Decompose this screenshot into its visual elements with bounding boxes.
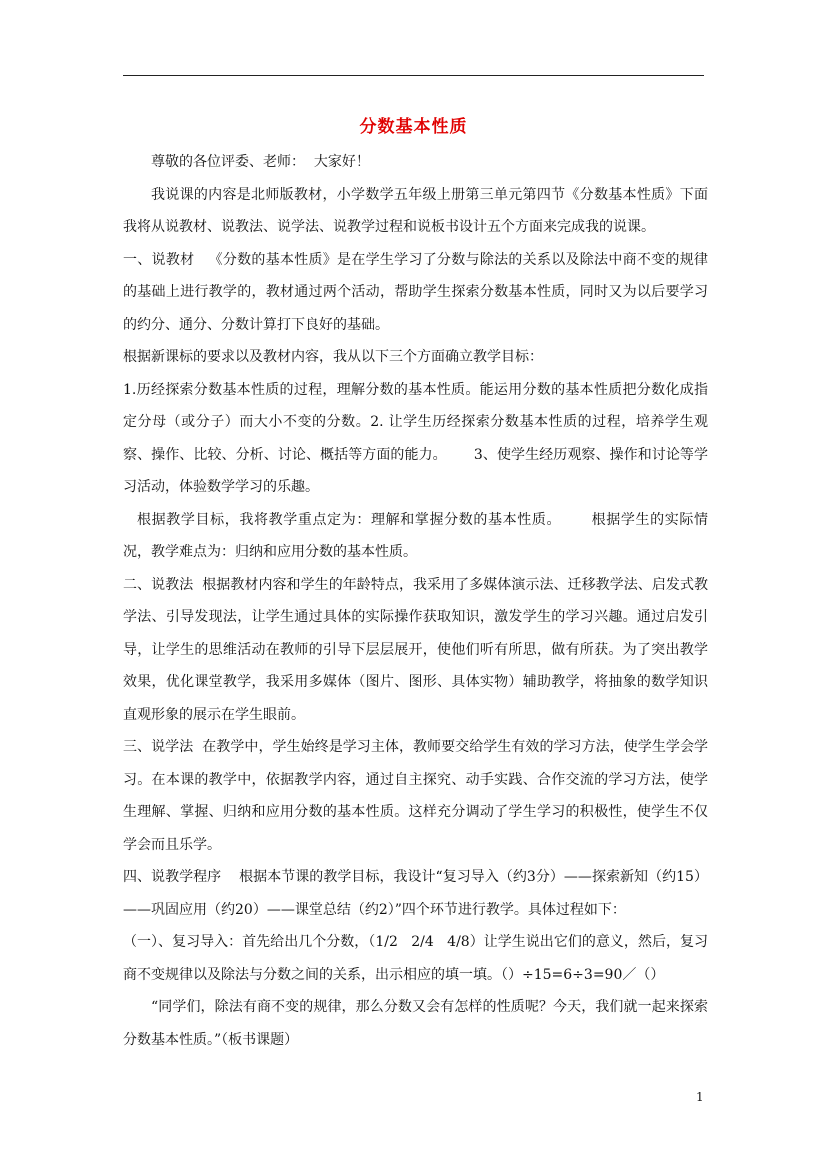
paragraph-learning-methods: 三、说学法 在教学中，学生始终是学习主体，教师要交给学生有效的学习方法，使学生学会学习。在本课的教学中，依据教学内容，通过自主探究、动手实践、合作交流的学习方法，使学生理解、掌握、归纳和应用分数的基本性质。这样充分调动了学生学习的积极性，使学生不仅学会而且乐学。 [123, 739, 708, 853]
document-title: 分数基本性质 [359, 117, 468, 137]
paragraph-teaching-methods: 二、说教法 根据教材内容和学生的年龄特点，我采用了多媒体演示法、迁移教学法、启发式教学法、引导发现法，让学生通过具体的实际操作获取知识，激发学生的学习兴趣。通过启发引导，让学生的思维活动在教师的引导下层层展开，使他们听有所思，做有所获。为了突出教学效果，优化课堂教学，我采用多媒体（图片、图形、具体实物）辅助教学，将抽象的数学知识直观形象的展示在学生眼前。 [123, 576, 708, 723]
paragraph-key-points: 根据教学目标，我将教学重点定为：理解和掌握分数的基本性质。 根据学生的实际情况，教学难点为：归纳和应用分数的基本性质。 [123, 511, 708, 560]
paragraph-goals-intro: 根据新课标的要求以及教材内容，我从以下三个方面确立教学目标： [123, 349, 543, 365]
paragraph-teaching-procedure: 四、说教学程序 根据本节课的教学目标，我设计“复习导入（约3分）——探索新知（约15）——巩固应用（约20）——课堂总结（约2）”四个环节进行教学。具体过程如下： [123, 869, 708, 918]
header-rule [123, 75, 704, 76]
paragraph-textbook: 一、说教材 《分数的基本性质》是在学生学习了分数与除法的关系以及除法中商不变的规律的基础上进行教学的，教材通过两个活动，帮助学生探索分数基本性质，同时又为以后要学习的约分、通分、分数计算打下良好的基础。 [123, 251, 708, 333]
paragraph-greeting: 尊敬的各位评委、老师： 大家好！ [151, 154, 370, 170]
paragraph-review-intro: （一）、复习导入：首先给出几个分数，（1/2 2/4 4/8）让学生说出它们的意义，然后，复习商不变规律以及除法与分数之间的关系，出示相应的填一填。（）÷15=6÷3=90／（） [123, 934, 708, 983]
paragraph-intro: 我说课的内容是北师版教材，小学数学五年级上册第三单元第四节《分数基本性质》下面我将从说教材、说教法、说学法、说教学过程和说板书设计五个方面来完成我的说课。 [123, 186, 708, 235]
paragraph-quote: “同学们，除法有商不变的规律，那么分数又会有怎样的性质呢？今天，我们就一起来探索分数基本性质。”（板书课题） [123, 999, 708, 1048]
document-body [123, 146, 708, 1056]
paragraph-goals-list: 1.历经探索分数基本性质的过程，理解分数的基本性质。能运用分数的基本性质把分数化成指定分母（或分子）而大小不变的分数。2. 让学生历经探索分数基本性质的过程，培养学生观察、操作、比较、分析、讨论、概括等方面的能力。 3、使学生经历观察、操作和讨论等学习活动，体验数学学习的乐趣。 [123, 381, 708, 495]
page-number: 1 [696, 1090, 704, 1104]
